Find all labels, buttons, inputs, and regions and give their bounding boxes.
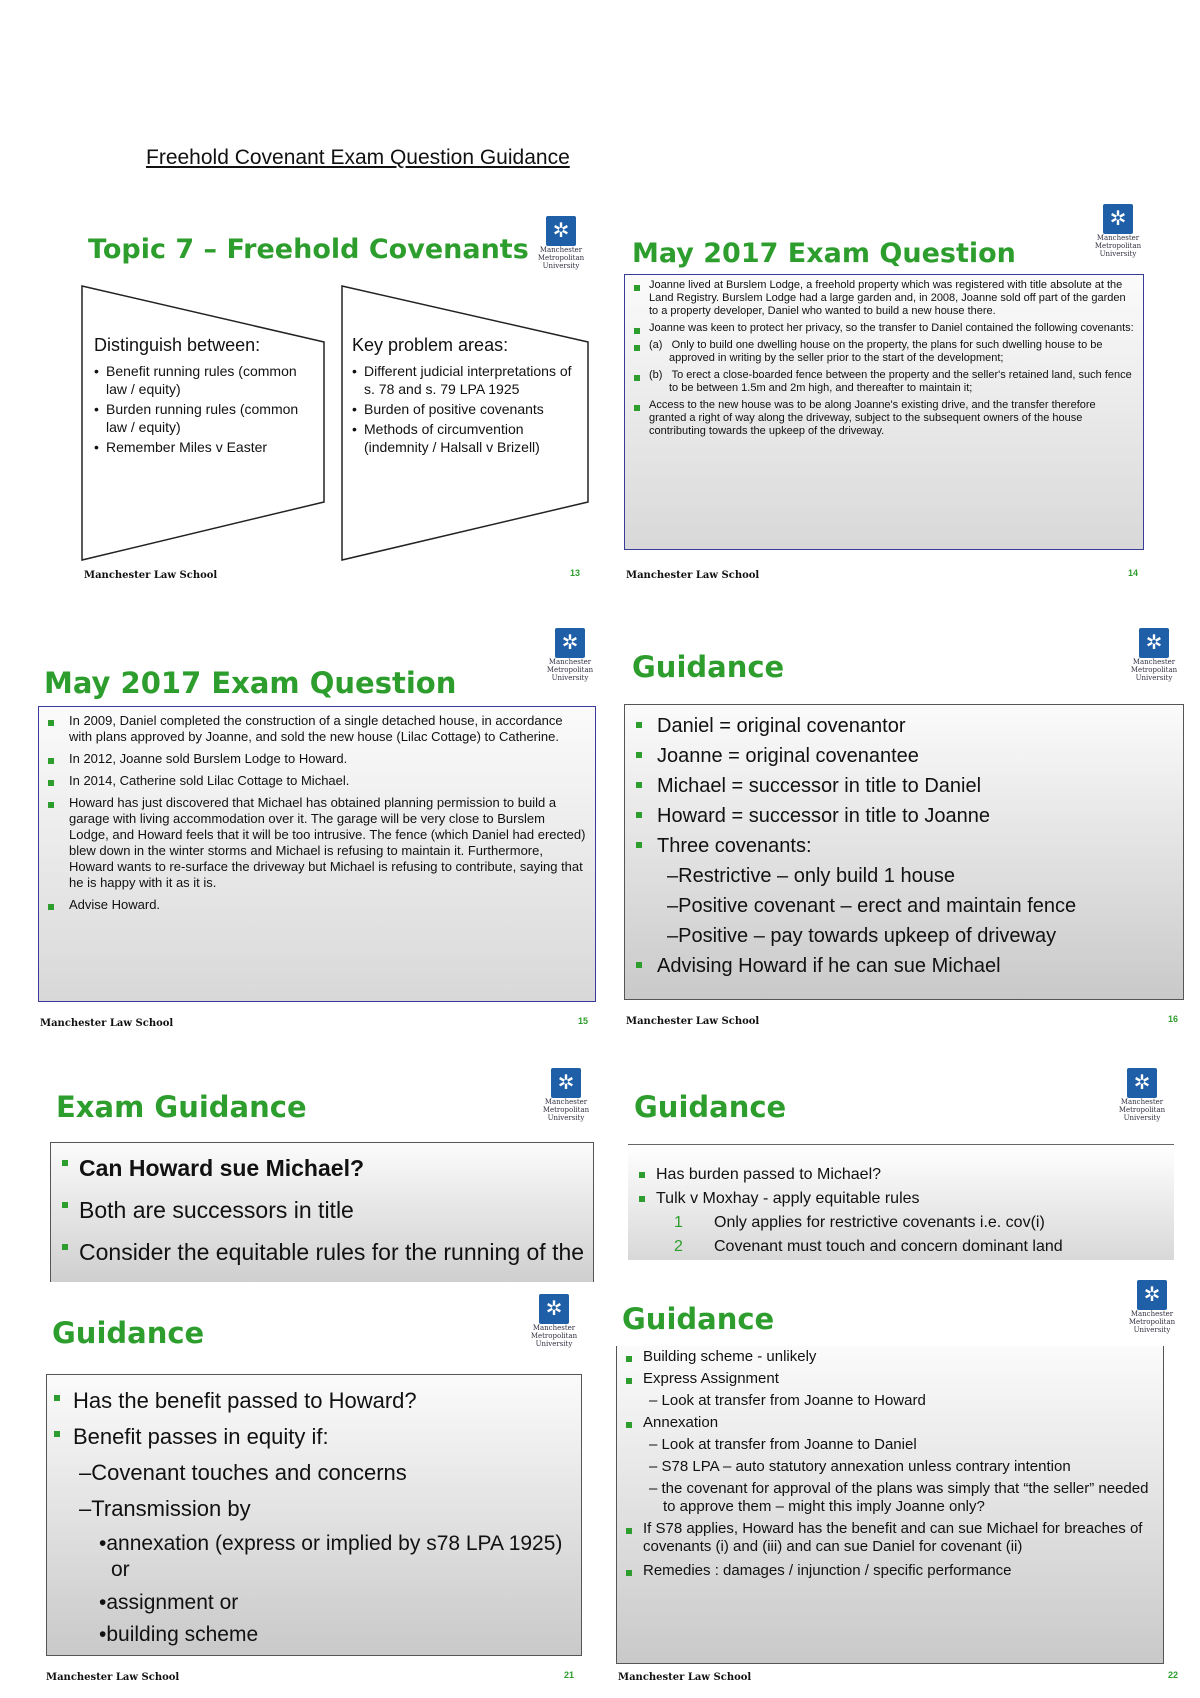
guidance-item: Consider the equitable rules for the running of the [59,1231,585,1315]
right-box-item: • Burden of positive covenants [352,401,544,417]
university-logo [1124,1280,1180,1334]
university-logo-icon [551,1068,581,1098]
left-box-heading: Distinguish between: [94,335,261,355]
guidance-item: Tulk v Moxhay - apply equitable rules [636,1187,1164,1211]
university-logo [538,1068,594,1122]
question-paragraph: Howard has just discovered that Michael has obtained planning permission to build a garage with living accommodation over it. The garage will be very close to Burslem Lodge, and Howard feels that it will be too intrusive. The fence (which Daniel had erected) blew down in the winter storms and Michael is refusing to maintain it. Furthermore, Howard wants to re-surface the driveway but Michael is refusing to contribute, saying that he is happy with it as it is. [45,795,587,891]
university-logo [1114,1068,1170,1122]
transmission-subitem: –Transmission by [79,1496,251,1521]
university-logo [1126,628,1182,682]
guidance-item: Daniel = original covenantor [633,711,1175,741]
university-logo-text: Manchester Metropolitan University [1128,1310,1176,1334]
slide-title: Guidance [52,1316,205,1350]
guidance-subitem: – Look at transfer from Joanne to Daniel [649,1436,917,1453]
slide-15 [36,620,602,1040]
question-paragraph: Joanne was keen to protect her privacy, so the transfer to Daniel contained the following covenants: [631,322,1135,335]
question-paragraph: Access to the new house was to be along Joanne's existing drive, and the transfer therefore granted a right of way along the driveway, subject to the subsequent owners of the house contributing towards the upkeep of the driveway. [631,399,1135,438]
guidance-item: Can Howard sue Michael? [59,1147,585,1189]
university-logo-icon [555,628,585,658]
guidance-item: Has burden passed to Michael? [636,1163,1164,1187]
slide-17 [48,1060,598,1282]
university-logo-text: Manchester Metropolitan University [1118,1098,1166,1122]
slide-16 [622,620,1188,1040]
page-number: 15 [578,1016,589,1026]
left-box-item: • Benefit running rules (common law / equity) [94,363,297,397]
slide-footer: Manchester Law School [40,1018,174,1029]
covenant-subitem: –Restrictive – only build 1 house [667,865,955,887]
guidance-subitem: – the covenant for approval of the plans was simply that “the seller” needed to approve them – might this imply Joanne only? [649,1480,1149,1515]
university-logo [533,216,589,270]
left-box-item: • Burden running rules (common law / equity) [94,401,299,435]
guidance-item: Three covenants: [633,831,1175,861]
guidance-item: Has the benefit passed to Howard? [51,1383,573,1419]
university-logo-icon [546,216,576,246]
slide-title: Guidance [632,650,785,684]
university-logo-text: Manchester Metropolitan University [537,246,585,270]
numbered-item: 1 Only applies for restrictive covenants i.e. cov(i) [674,1214,1045,1231]
document-title: Freehold Covenant Exam Question Guidance [146,146,570,169]
university-logo-text: Manchester Metropolitan University [542,1098,590,1122]
right-box-item: • Different judicial interpretations of s. 78 and s. 79 LPA 1925 [352,363,572,397]
guidance-item: Remedies : damages / injunction / specific performance [623,1562,1155,1580]
slide-21 [42,1282,598,1692]
slide-footer: Manchester Law School [626,1016,760,1027]
slide-footer: Manchester Law School [46,1672,180,1683]
covenant-b: (b) To erect a close-boarded fence between the property and the seller's retained land, such fence to be between 1.5m and 2m high, and thereafter to maintain it; [631,369,1135,395]
right-box-heading: Key problem areas: [352,335,509,355]
covenant-a: (a) Only to build one dwelling house on the property, the plans for such dwelling house to be approved in writing by the seller prior to the start of the development; [631,339,1135,365]
page-number: 13 [570,568,581,578]
guidance-panel [616,1346,1164,1664]
university-logo-text: Manchester Metropolitan University [530,1324,578,1348]
covenant-subitem: –Positive covenant – erect and maintain fence [667,895,1077,917]
slide-14 [622,196,1150,588]
left-box [94,336,309,456]
slide-title: Guidance [622,1302,775,1336]
guidance-item: Michael = successor in title to Daniel [633,771,1175,801]
slide-footer: Manchester Law School [626,570,760,581]
guidance-item: If S78 applies, Howard has the benefit and can sue Michael for breaches of covenants (i) and (iii) and can sue Daniel for covenant (ii) [623,1520,1155,1556]
guidance-item: Both are successors in title [59,1189,585,1231]
right-box [352,336,574,456]
guidance-item: Advising Howard if he can sue Michael [633,951,1175,981]
university-logo-text: Manchester Metropolitan University [1094,234,1142,258]
university-logo-icon [1127,1068,1157,1098]
slide-title: May 2017 Exam Question [632,238,1016,269]
slide-footer: Manchester Law School [84,570,218,581]
right-box-item: • Methods of circumvention (indemnity / Halsall v Brizell) [352,421,540,455]
guidance-item: Howard = successor in title to Joanne [633,801,1175,831]
guidance-panel [628,1144,1174,1260]
question-panel [624,274,1144,550]
question-paragraph: In 2014, Catherine sold Lilac Cottage to Michael. [45,773,587,789]
question-paragraph: In 2009, Daniel completed the construction of a single detached house, in accordance with plans approved by Joanne, and sold the new house (Lilac Cottage) to Catherine. [45,713,587,745]
slide-22 [614,1268,1188,1692]
guidance-panel [50,1142,594,1302]
page-number: 22 [1168,1670,1179,1680]
university-logo-icon [539,1294,569,1324]
transmission-method: •assignment or [99,1591,239,1614]
covenant-subitem: –Positive – pay towards upkeep of driveway [667,925,1057,947]
university-logo-icon [1139,628,1169,658]
university-logo [526,1294,582,1348]
question-paragraph: In 2012, Joanne sold Burslem Lodge to Howard. [45,751,587,767]
transmission-subitem: –Covenant touches and concerns [79,1460,407,1485]
left-box-item: • Remember Miles v Easter [94,439,268,455]
page-number: 14 [1128,568,1139,578]
university-logo-text: Manchester Metropolitan University [1130,658,1178,682]
slide-18 [622,1060,1182,1260]
university-logo-icon [1103,204,1133,234]
university-logo [542,628,598,682]
university-logo [1090,204,1146,258]
question-panel [38,706,596,1002]
question-paragraph: Joanne lived at Burslem Lodge, a freehold property which was registered with title absolute at the Land Registry. Burslem Lodge had a large garden and, in 2008, Joanne sold off part of the garden to a property developer, Daniel who wanted to build a new house there. [631,279,1135,318]
transmission-method: •annexation (express or implied by s78 LPA 1925) or [99,1532,563,1581]
guidance-panel [624,704,1184,1000]
guidance-item: Joanne = original covenantee [633,741,1175,771]
guidance-item: Building scheme - unlikely [623,1348,1155,1366]
guidance-item: Annexation – Look at transfer from Joanne to Daniel – S78 LPA – auto statutory annexation unless contrary intention – the covenant for approval of the plans was simply that “the seller” needed to approve them – might this imply Joanne only? [623,1414,1155,1516]
slide-title: Topic 7 – Freehold Covenants [88,234,529,265]
slide-title: Guidance [634,1090,787,1124]
slide-13 [78,196,598,586]
transmission-method: •building scheme [99,1623,259,1646]
guidance-item: Benefit passes in equity if: [51,1419,573,1455]
page-number: 21 [564,1670,575,1680]
slide-footer: Manchester Law School [618,1672,752,1683]
guidance-subitem: – Look at transfer from Joanne to Howard [649,1392,926,1409]
university-logo-text: Manchester Metropolitan University [546,658,594,682]
guidance-panel [46,1374,582,1656]
guidance-item: Express Assignment – Look at transfer from Joanne to Howard [623,1370,1155,1410]
university-logo-icon [1137,1280,1167,1310]
question-paragraph: Advise Howard. [45,897,587,913]
slide-title: Exam Guidance [56,1090,307,1124]
numbered-item: 2 Covenant must touch and concern dominant land [674,1238,1063,1255]
page-number: 16 [1168,1014,1179,1024]
guidance-subitem: – S78 LPA – auto statutory annexation unless contrary intention [649,1458,1071,1475]
slide-title: May 2017 Exam Question [44,666,457,700]
